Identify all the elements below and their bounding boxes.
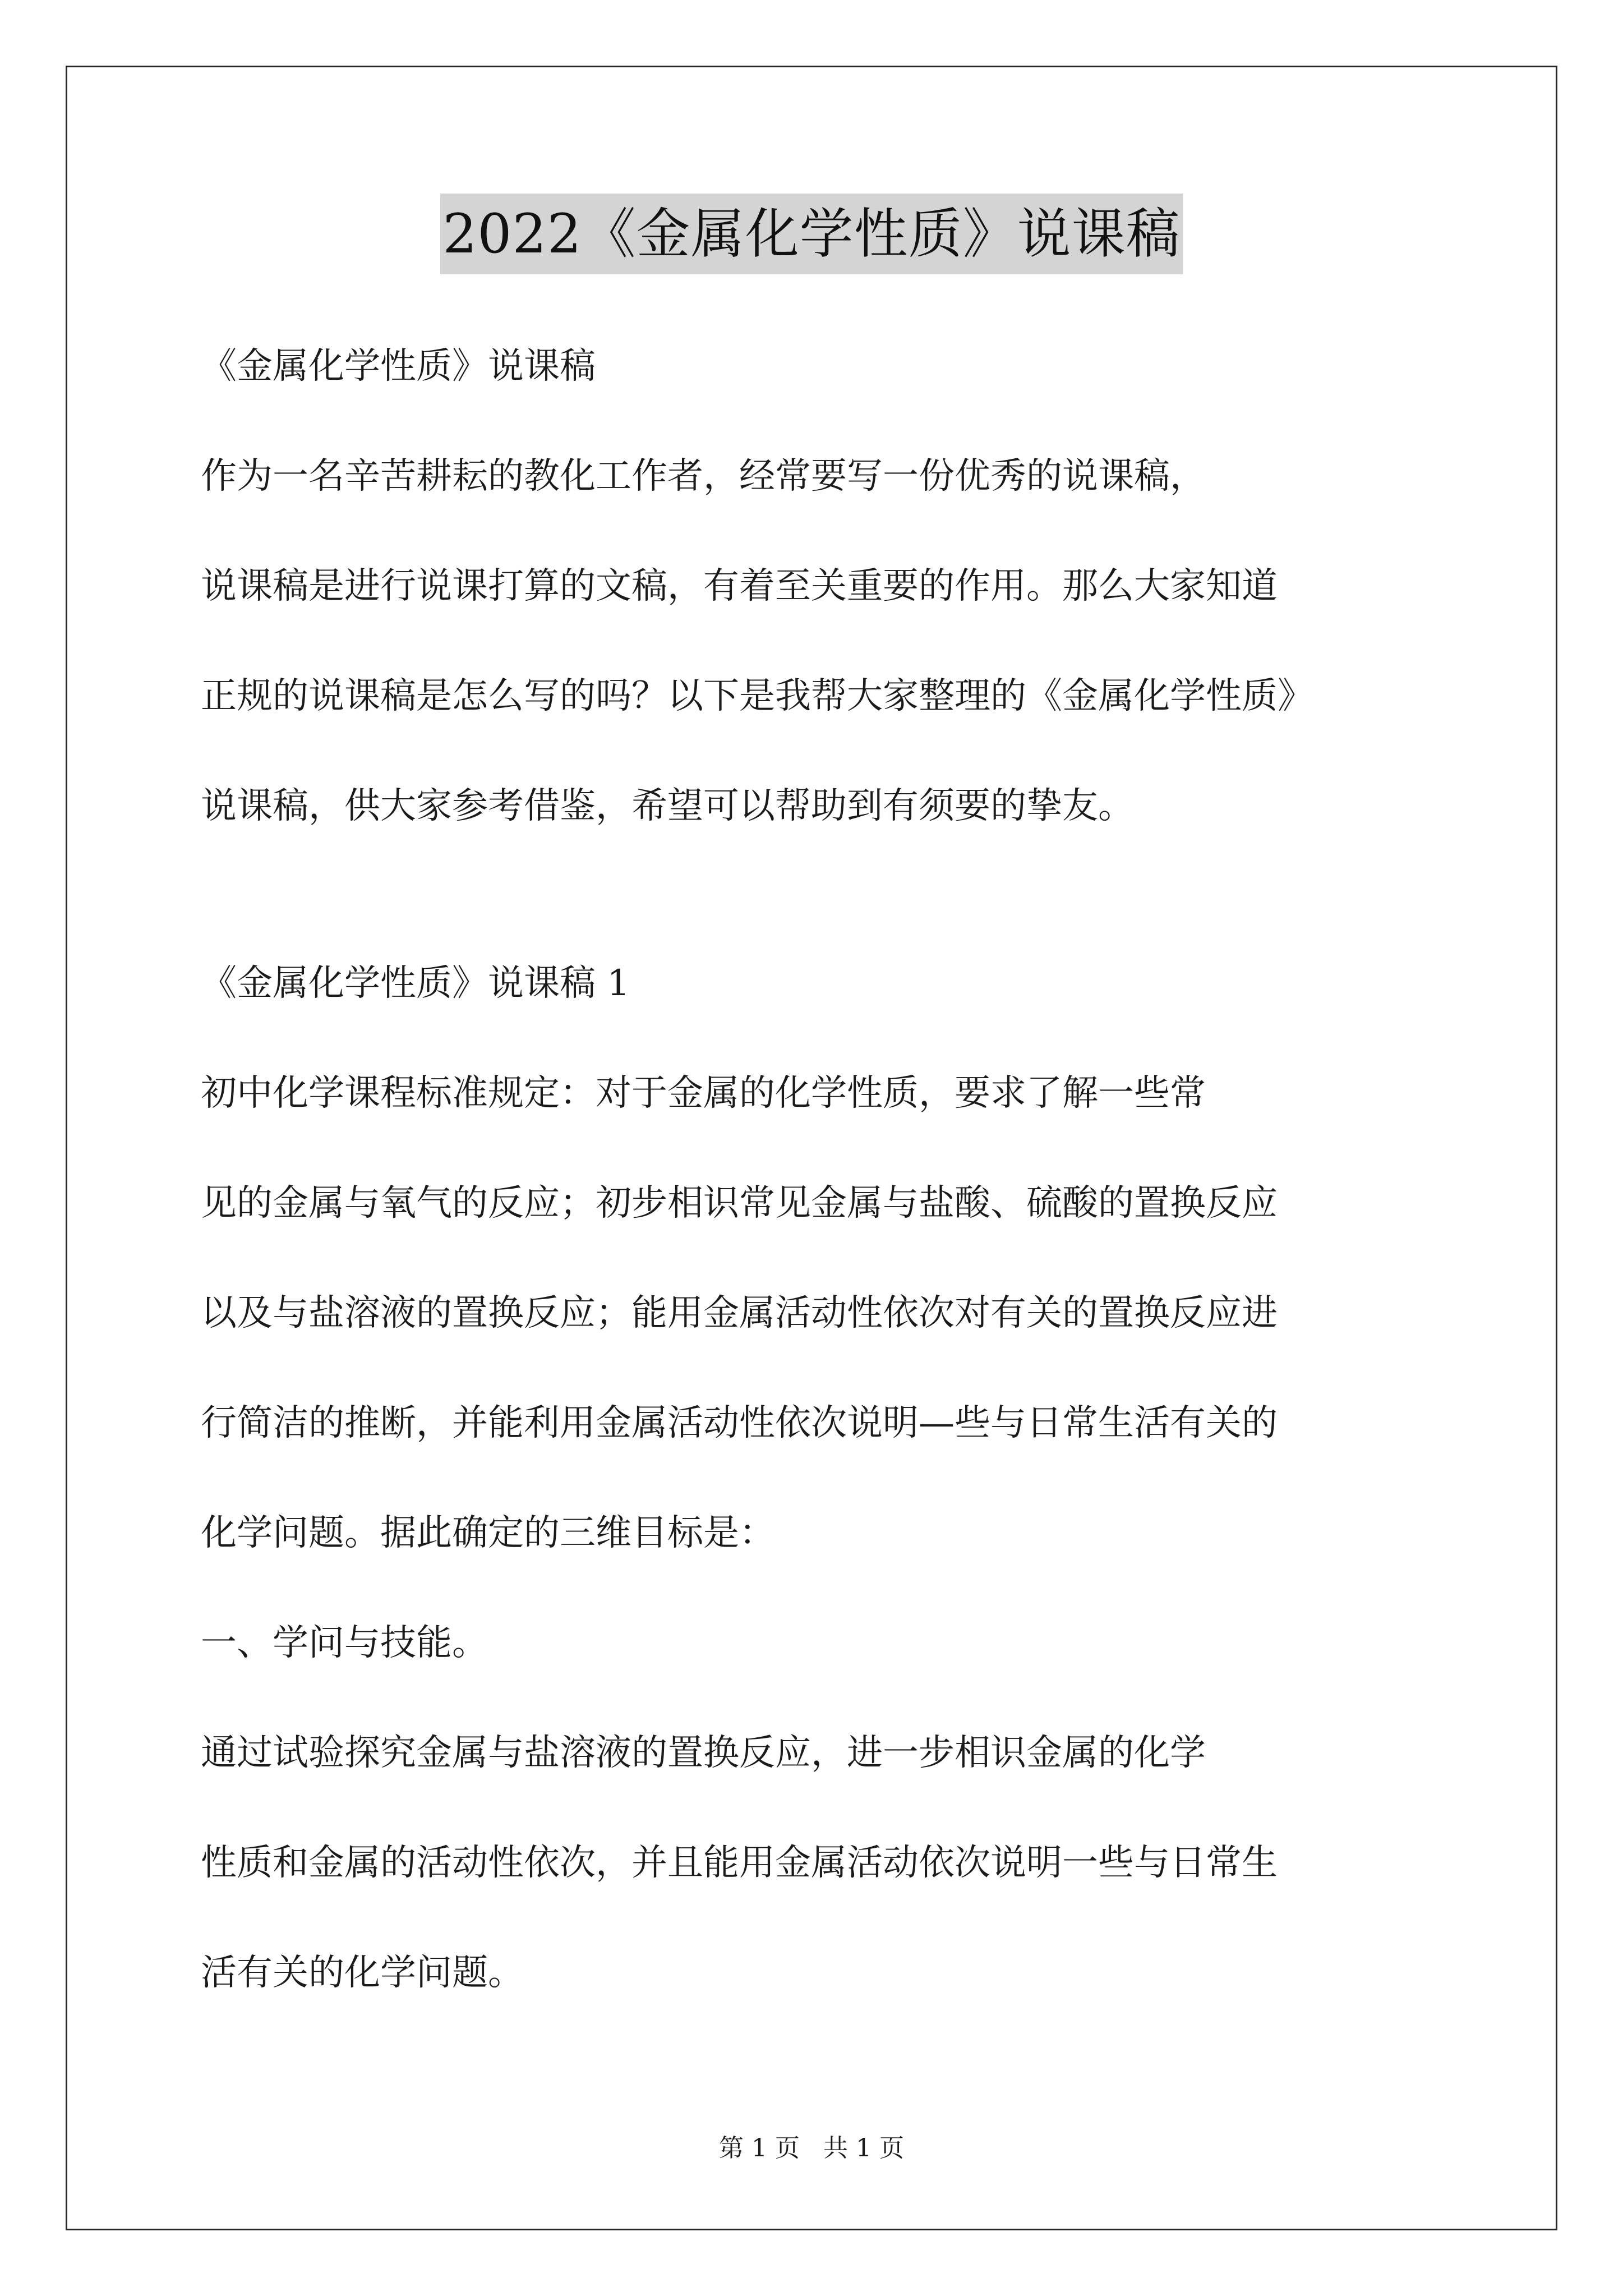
section-heading: 《金属化学性质》说课稿 xyxy=(201,346,596,387)
intro-line: 作为一名辛苦耕耘的教化工作者，经常要写一份优秀的说课稿， xyxy=(201,455,1206,497)
page-footer xyxy=(0,2132,1623,2165)
paragraph-line: 活有关的化学问题。 xyxy=(201,1952,524,1994)
title-container xyxy=(0,194,1623,274)
document-body xyxy=(201,311,1435,2028)
intro-line: 说课稿是进行说课打算的文稿，有着至关重要的作用。那么大家知道 xyxy=(201,565,1278,607)
intro-line: 正规的说课稿是怎么写的吗？以下是我帮大家整理的《金属化学性质》 xyxy=(201,675,1313,717)
paragraph-line: 化学问题。据此确定的三维目标是： xyxy=(201,1512,775,1554)
paragraph-line: 见的金属与氧气的反应；初步相识常见金属与盐酸、硫酸的置换反应 xyxy=(201,1182,1278,1224)
page-number: 第 1 页 xyxy=(719,2134,800,2162)
paragraph-line: 性质和金属的活动性依次，并且能用金属活动依次说明一些与日常生 xyxy=(201,1842,1278,1884)
document-title: 2022《金属化学性质》说课稿 xyxy=(440,194,1182,274)
paragraph-line: 以及与盐溶液的置换反应；能用金属活动性依次对有关的置换反应进 xyxy=(201,1292,1278,1334)
subsection-heading: 一、学问与技能。 xyxy=(201,1622,488,1664)
section-heading: 《金属化学性质》说课稿 1 xyxy=(201,963,630,1004)
page-total: 共 1 页 xyxy=(823,2134,904,2162)
intro-line: 说课稿，供大家参考借鉴，希望可以帮助到有须要的挚友。 xyxy=(201,785,1134,827)
paragraph-line: 初中化学课程标准规定：对于金属的化学性质，要求了解一些常 xyxy=(201,1073,1206,1114)
paragraph-line: 行简洁的推断，并能利用金属活动性依次说明—些与日常生活有关的 xyxy=(201,1402,1278,1444)
spacer xyxy=(201,861,1435,928)
paragraph-line: 通过试验探究金属与盐溶液的置换反应，进一步相识金属的化学 xyxy=(201,1732,1206,1774)
